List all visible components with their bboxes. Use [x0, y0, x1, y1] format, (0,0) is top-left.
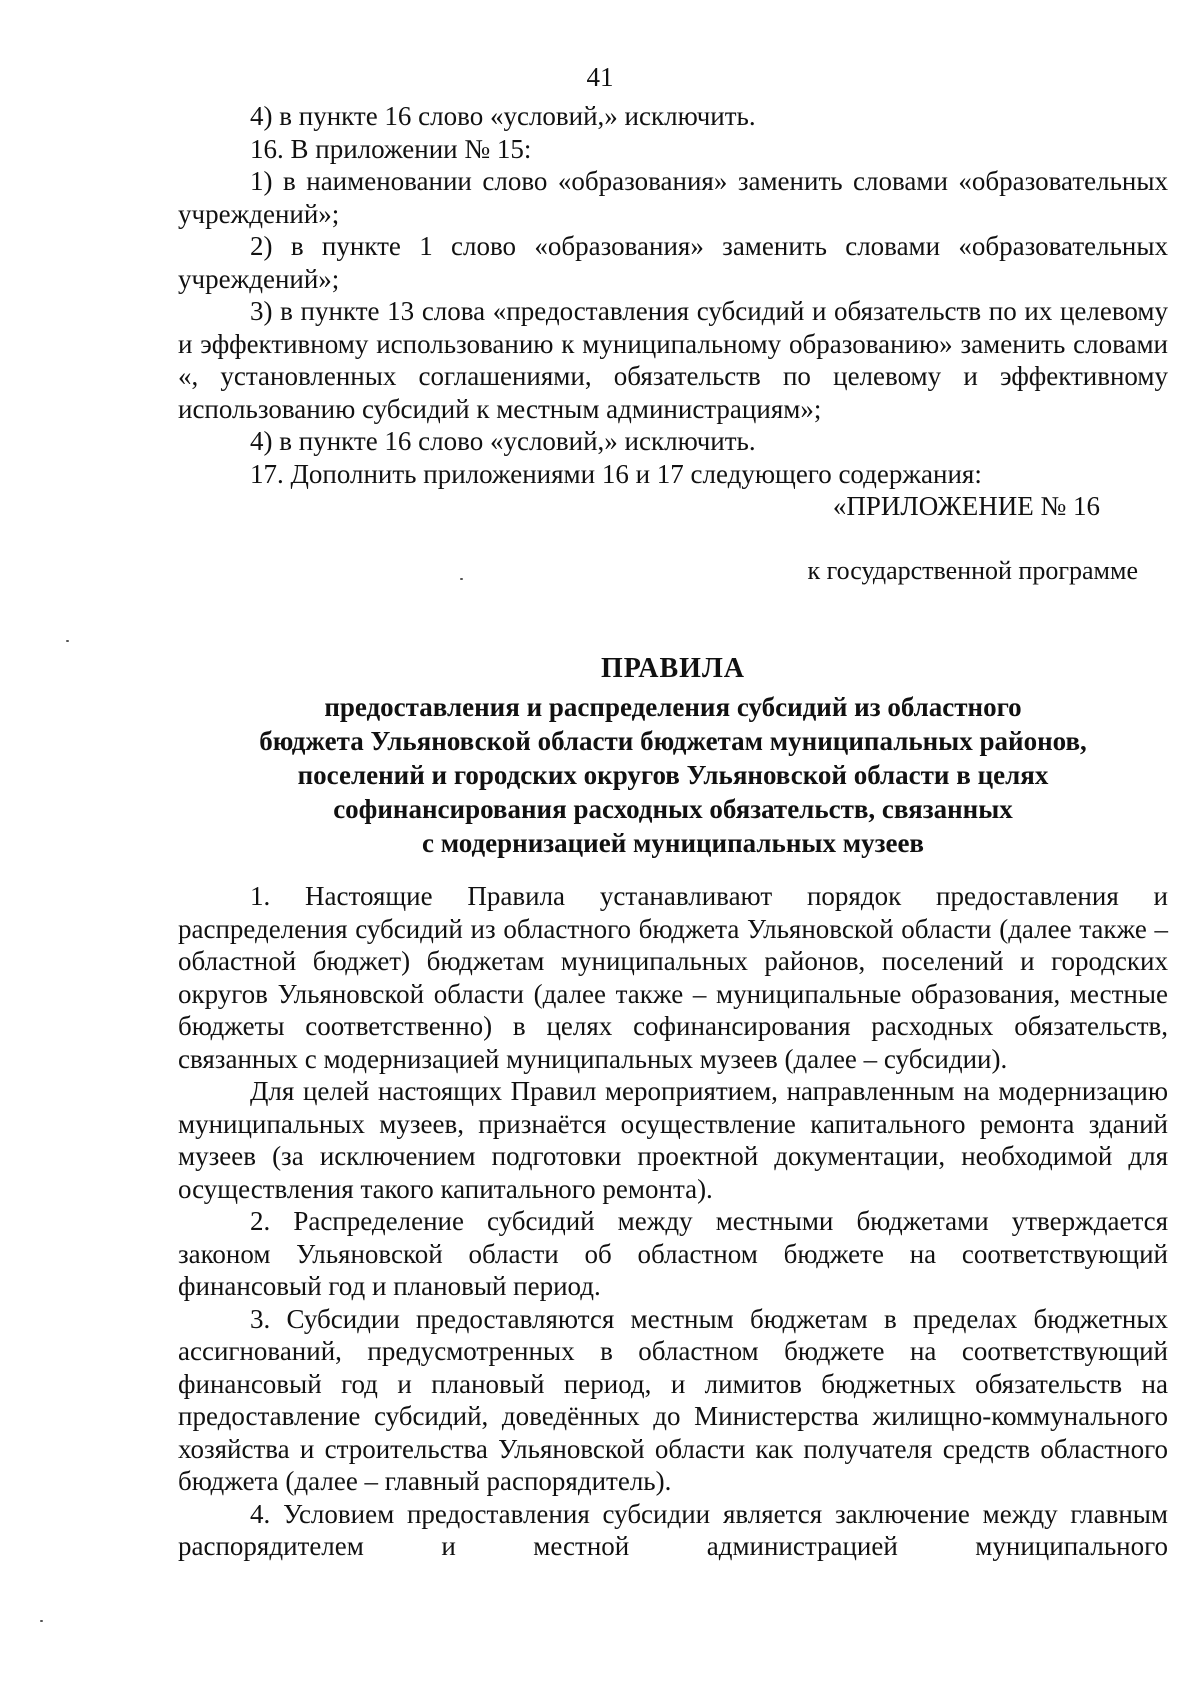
- amendment-item: 4) в пункте 16 слово «условий,» исключить.: [250, 426, 756, 456]
- rules-paragraph: 2. Распределение субсидий между местными бюджетами утверждается законом Ульяновской области об областном бюджете на соответствующий финансовый год и плановый период.: [178, 1206, 1168, 1301]
- amendment-item: 17. Дополнить приложениями 16 и 17 следующего содержания:: [250, 458, 982, 489]
- appendix-subtitle: к государственной программе: [807, 556, 1138, 585]
- amendment-item: 4) в пункте 16 слово «условий,» исключить.: [250, 101, 756, 131]
- scan-speck: [460, 578, 463, 580]
- rules-paragraph: Для целей настоящих Правил мероприятием, направленным на модернизацию муниципальных музеев, признаётся осуществление капитального ремонта зданий музеев (за исключением подготовки проектной документации, необходимой для осуществления такого капитального ремонта).: [178, 1076, 1168, 1204]
- rules-subheading-line: бюджета Ульяновской области бюджетам муниципальных районов,: [259, 726, 1087, 756]
- rules-body: [178, 880, 1168, 1563]
- rules-heading: [178, 652, 1168, 860]
- scan-speck: [40, 1620, 43, 1622]
- amendment-item: 2) в пункте 1 слово «образования» заменить словами «образовательных учреждений»;: [178, 231, 1168, 294]
- rules-subheading-line: предоставления и распределения субсидий из областного: [324, 692, 1022, 722]
- amendment-item: 3) в пункте 13 слова «предоставления субсидий и обязательств по их целевому и эффективному использованию к муниципальному образованию» заменить словами «, установленных соглашениями, обязательств по целевому и эффективному использованию субсидий к местным администрациям»;: [178, 296, 1168, 424]
- amendment-item: 1) в наименовании слово «образования» заменить словами «образовательных учреждений»;: [178, 166, 1168, 229]
- page-number: 41: [586, 62, 614, 92]
- rules-paragraph: 1. Настоящие Правила устанавливают порядок предоставления и распределения субсидий из областного бюджета Ульяновской области (далее также – областной бюджет) бюджетам муниципальных районов, поселений и городских округов Ульяновской области (далее также – муниципальные образования, местные бюджеты соответственно) в целях софинансирования расходных обязательств, связанных с модернизацией муниципальных музеев (далее – субсидии).: [178, 881, 1168, 1074]
- rules-subheading-line: поселений и городских округов Ульяновской области в целях: [297, 760, 1049, 790]
- rules-title: ПРАВИЛА: [600, 653, 746, 684]
- rules-subheading-line: софинансирования расходных обязательств, связанных: [333, 794, 1013, 824]
- rules-subheading-line: с модернизацией муниципальных музеев: [421, 828, 925, 858]
- appendix-title: «ПРИЛОЖЕНИЕ № 16: [832, 491, 1100, 521]
- amendment-item: 16. В приложении № 15:: [250, 133, 532, 164]
- scan-speck: [66, 640, 69, 642]
- rules-paragraph: 4. Условием предоставления субсидии является заключение между главным распорядителем и местной администрацией муниципального: [178, 1498, 1168, 1561]
- rules-paragraph: 3. Субсидии предоставляются местным бюджетам в пределах бюджетных ассигнований, предусмотренных в областном бюджете на соответствующий финансовый год и плановый период, и лимитов бюджетных обязательств на предоставление субсидий, доведённых до Министерства жилищно-коммунального хозяйства и строительства Ульяновской области как получателя средств областного бюджета (далее – главный распорядитель).: [178, 1303, 1168, 1496]
- amendments-block: [178, 100, 1168, 490]
